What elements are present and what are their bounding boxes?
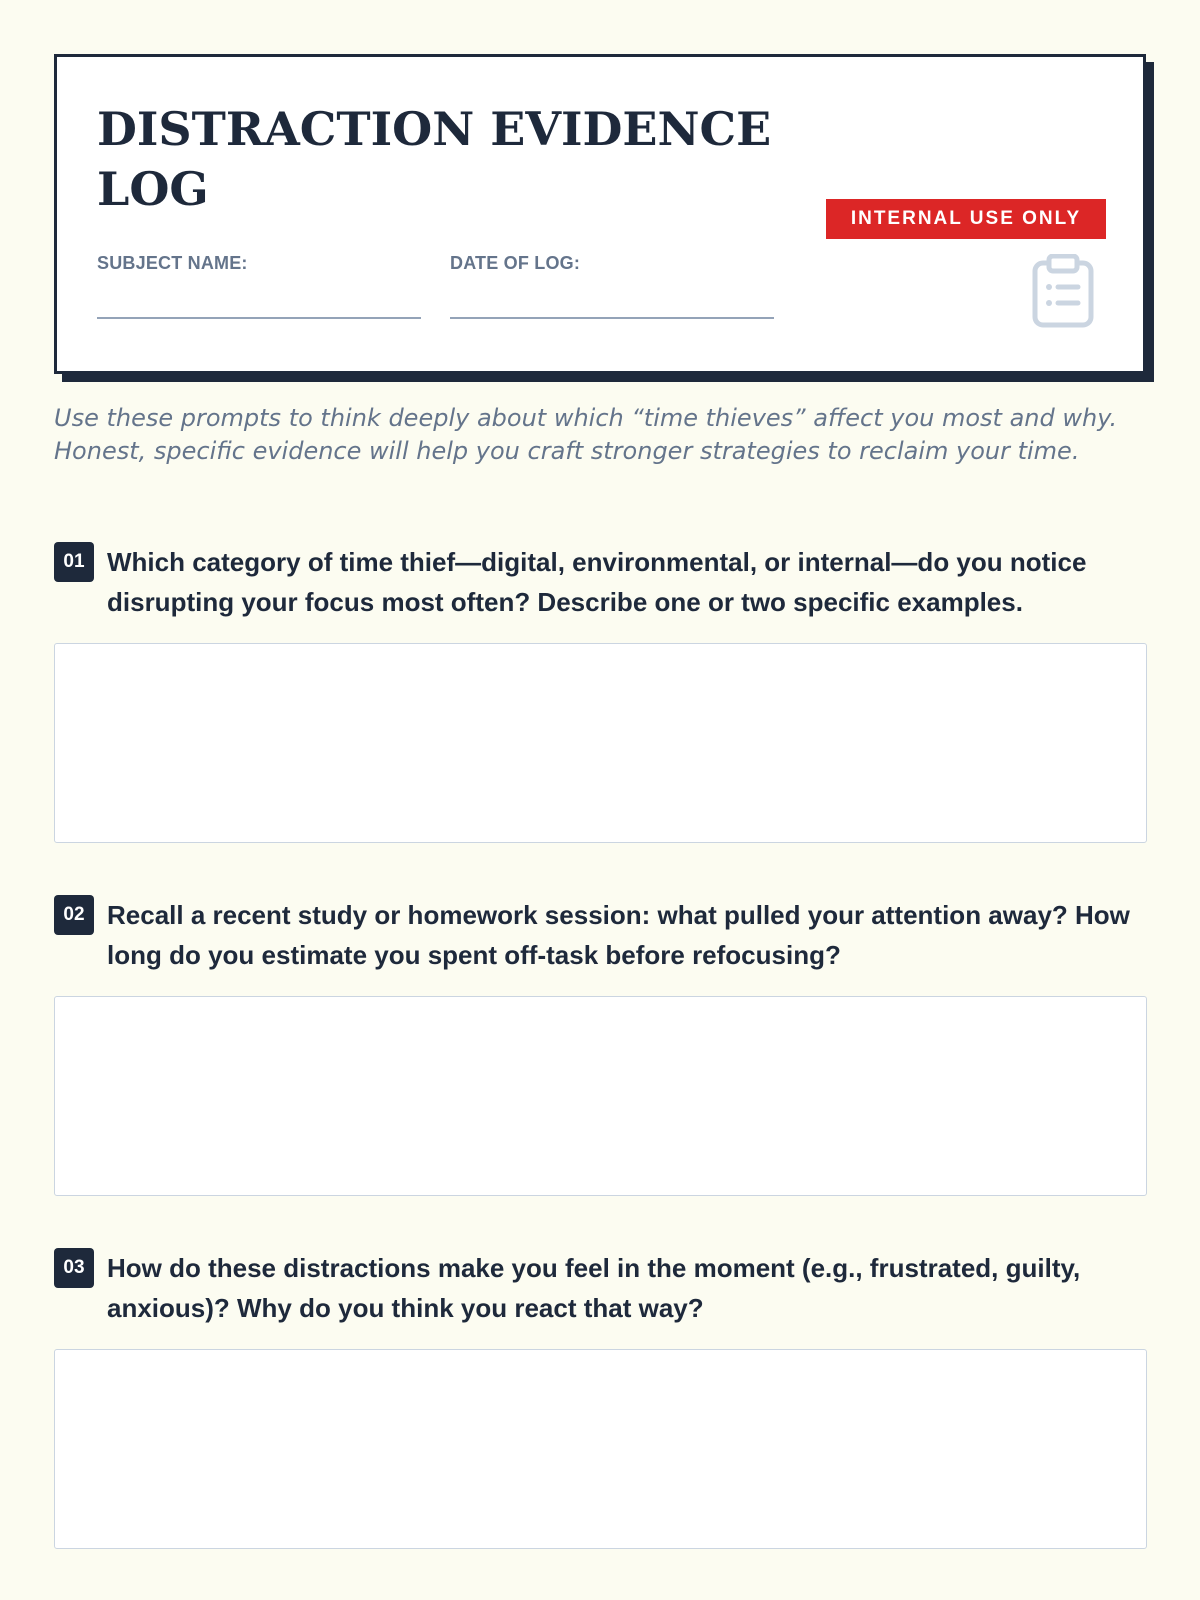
internal-use-badge: INTERNAL USE ONLY xyxy=(826,199,1106,239)
subject-name-line[interactable] xyxy=(97,317,421,319)
question-number-badge: 03 xyxy=(54,1248,94,1288)
question-text: How do these distractions make you feel in the moment (e.g., frustrated, guilty, anxious)? Why do you think you react that way? xyxy=(107,1253,1081,1323)
question-number-badge: 01 xyxy=(54,542,94,582)
answer-box[interactable] xyxy=(54,996,1147,1196)
answer-box[interactable] xyxy=(54,643,1147,843)
question-number-badge: 02 xyxy=(54,895,94,935)
date-of-log-line[interactable] xyxy=(450,317,774,319)
answer-box[interactable] xyxy=(54,1349,1147,1549)
date-of-log-field[interactable] xyxy=(450,253,774,319)
question-text: Which category of time thief—digital, environmental, or internal—do you notice disrupting your focus most often? Describe one or two specific examples. xyxy=(107,547,1087,617)
intro-text: Use these prompts to think deeply about which “time thieves” affect you most and why. Honest, specific evidence will help you craft stronger strategies to reclaim your time. xyxy=(54,404,1118,465)
date-of-log-label: DATE OF LOG: xyxy=(450,253,581,273)
clipboard-list-icon xyxy=(1032,254,1094,328)
subject-name-field[interactable] xyxy=(97,253,421,319)
log-header-card xyxy=(54,54,1146,374)
question-text: Recall a recent study or homework session: what pulled your attention away? How long do you estimate you spent off-task before refocusing? xyxy=(107,900,1130,970)
page-title: DISTRACTION EVIDENCE LOG xyxy=(97,102,772,216)
subject-name-label: SUBJECT NAME: xyxy=(97,253,248,273)
